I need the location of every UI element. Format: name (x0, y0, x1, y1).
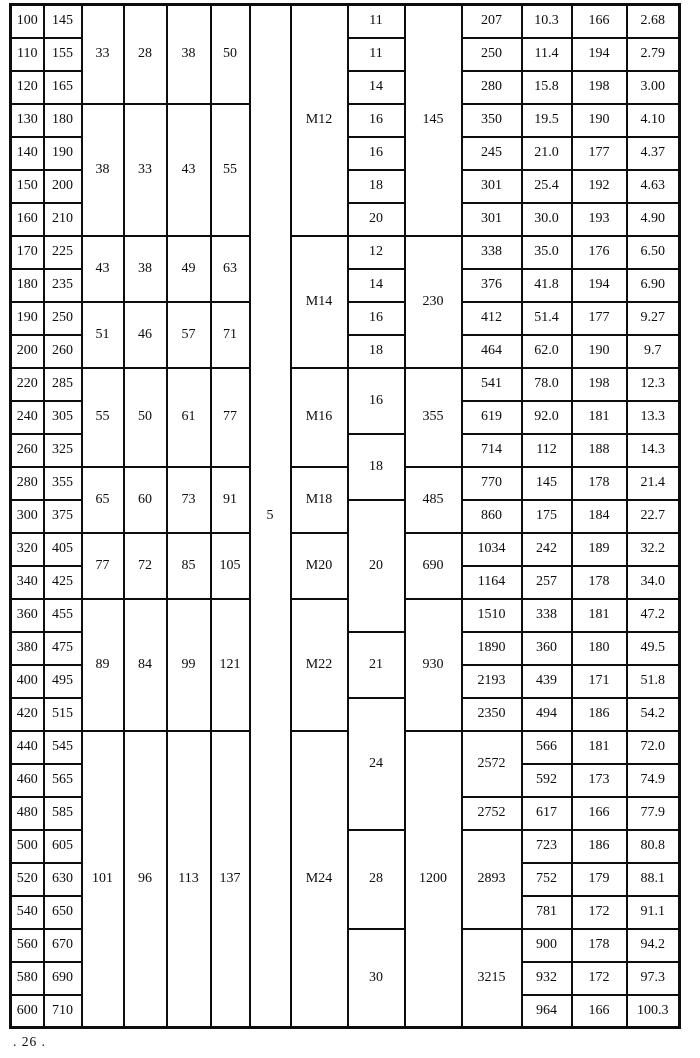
table-cell: 225 (44, 236, 82, 269)
table-cell: 65 (82, 467, 124, 533)
table-cell: 150 (11, 170, 44, 203)
table-cell: 166 (572, 797, 627, 830)
table-cell: 320 (11, 533, 44, 566)
table-cell: 566 (522, 731, 572, 764)
table-cell: M24 (291, 731, 348, 1028)
table-cell: 105 (211, 533, 250, 599)
table-cell: 38 (82, 104, 124, 236)
table-cell: 860 (462, 500, 522, 533)
table-cell: 22.7 (627, 500, 680, 533)
table-cell: 92.0 (522, 401, 572, 434)
table-cell: 285 (44, 368, 82, 401)
table-cell: 80.8 (627, 830, 680, 863)
table-cell: 46 (124, 302, 167, 368)
table-cell: 245 (462, 137, 522, 170)
table-cell: 475 (44, 632, 82, 665)
table-cell: 710 (44, 995, 82, 1028)
table-cell: 13.3 (627, 401, 680, 434)
table-cell: 49 (167, 236, 211, 302)
table-cell: 455 (44, 599, 82, 632)
table-cell: 177 (572, 302, 627, 335)
table-cell: 541 (462, 368, 522, 401)
table-cell: 34.0 (627, 566, 680, 599)
table-cell: 61 (167, 368, 211, 467)
table-cell: 190 (11, 302, 44, 335)
table-cell: 9.7 (627, 335, 680, 368)
table-cell: 14 (348, 71, 405, 104)
table-cell: 15.8 (522, 71, 572, 104)
table-cell: 560 (11, 929, 44, 962)
table-cell: 33 (124, 104, 167, 236)
table-cell: 11.4 (522, 38, 572, 71)
table-cell: 49.5 (627, 632, 680, 665)
table-cell: 6.50 (627, 236, 680, 269)
table-cell: 4.10 (627, 104, 680, 137)
table-cell: 2.79 (627, 38, 680, 71)
table-cell: 723 (522, 830, 572, 863)
table-cell: M22 (291, 599, 348, 731)
table-cell: 19.5 (522, 104, 572, 137)
table-cell: 1510 (462, 599, 522, 632)
table-cell: 464 (462, 335, 522, 368)
table-cell: 280 (462, 71, 522, 104)
table-cell: 190 (572, 335, 627, 368)
table-cell: 650 (44, 896, 82, 929)
table-cell: 9.27 (627, 302, 680, 335)
table-cell: 380 (11, 632, 44, 665)
table-cell: 220 (11, 368, 44, 401)
table-cell: 260 (44, 335, 82, 368)
table-cell: 181 (572, 599, 627, 632)
table-cell: 964 (522, 995, 572, 1028)
table-cell: 41.8 (522, 269, 572, 302)
table-cell: 20 (348, 203, 405, 236)
table-cell: 71 (211, 302, 250, 368)
table-cell: 16 (348, 368, 405, 434)
table-cell: 617 (522, 797, 572, 830)
table-cell: 585 (44, 797, 82, 830)
table-cell: 50 (124, 368, 167, 467)
table-cell: 112 (522, 434, 572, 467)
table-cell: 240 (11, 401, 44, 434)
table-cell: 173 (572, 764, 627, 797)
table-cell: 480 (11, 797, 44, 830)
table-cell: 4.37 (627, 137, 680, 170)
table-cell: M18 (291, 467, 348, 533)
table-cell: 47.2 (627, 599, 680, 632)
table-cell: 180 (572, 632, 627, 665)
table-cell: 94.2 (627, 929, 680, 962)
table-cell: 752 (522, 863, 572, 896)
table-cell: 405 (44, 533, 82, 566)
table-cell: 179 (572, 863, 627, 896)
table-cell: M14 (291, 236, 348, 368)
page-number: . 26 . (13, 1034, 46, 1049)
table-cell: 96 (124, 731, 167, 1028)
table-cell: 12 (348, 236, 405, 269)
table-cell: 35.0 (522, 236, 572, 269)
table-cell: 72.0 (627, 731, 680, 764)
table-cell: 145 (522, 467, 572, 500)
table-cell: 670 (44, 929, 82, 962)
table-cell: 355 (405, 368, 462, 467)
table-cell: 355 (44, 467, 82, 500)
table-cell: 198 (572, 71, 627, 104)
table-cell: 11 (348, 38, 405, 71)
table-cell: 1890 (462, 632, 522, 665)
table-cell: 193 (572, 203, 627, 236)
table-cell: 85 (167, 533, 211, 599)
table-cell: 171 (572, 665, 627, 698)
table-cell: 540 (11, 896, 44, 929)
table-cell: 340 (11, 566, 44, 599)
table-cell: 190 (572, 104, 627, 137)
table-cell: 21.0 (522, 137, 572, 170)
table-cell: 177 (572, 137, 627, 170)
table-cell: 12.3 (627, 368, 680, 401)
table-cell: 1200 (405, 731, 462, 1028)
table-cell: 619 (462, 401, 522, 434)
table-cell: 72 (124, 533, 167, 599)
table-cell: 181 (572, 401, 627, 434)
table-cell: 77 (211, 368, 250, 467)
table-cell: 180 (44, 104, 82, 137)
table-cell: 18 (348, 335, 405, 368)
table-cell: 230 (405, 236, 462, 368)
data-table (9, 3, 681, 1029)
table-cell: 97.3 (627, 962, 680, 995)
table-cell: 1034 (462, 533, 522, 566)
table-cell: 494 (522, 698, 572, 731)
table-cell: 4.90 (627, 203, 680, 236)
table-cell: 172 (572, 896, 627, 929)
table-cell: 18 (348, 434, 405, 500)
table-cell: 2193 (462, 665, 522, 698)
table-cell: 630 (44, 863, 82, 896)
table-cell: 412 (462, 302, 522, 335)
table-cell: 172 (572, 962, 627, 995)
table-cell: 186 (572, 698, 627, 731)
table-cell: 175 (522, 500, 572, 533)
table-cell: 930 (405, 599, 462, 731)
table-cell: 176 (572, 236, 627, 269)
table-cell: 89 (82, 599, 124, 731)
table-cell: 51.4 (522, 302, 572, 335)
table-cell: 77.9 (627, 797, 680, 830)
table-cell: 250 (462, 38, 522, 71)
table-cell: 18 (348, 170, 405, 203)
table-cell: 425 (44, 566, 82, 599)
table-cell: 51 (82, 302, 124, 368)
table-cell: 500 (11, 830, 44, 863)
table-cell: 57 (167, 302, 211, 368)
table-cell: 73 (167, 467, 211, 533)
table-cell: 120 (11, 71, 44, 104)
table-cell: 11 (348, 5, 405, 38)
table-cell: 160 (11, 203, 44, 236)
table-cell: 186 (572, 830, 627, 863)
table-cell: 350 (462, 104, 522, 137)
table-cell: 300 (11, 500, 44, 533)
table-cell: 932 (522, 962, 572, 995)
table-cell: 376 (462, 269, 522, 302)
table-cell: 515 (44, 698, 82, 731)
table-cell: 198 (572, 368, 627, 401)
table-cell: 140 (11, 137, 44, 170)
table-cell: 166 (572, 995, 627, 1028)
table-cell: 24 (348, 698, 405, 830)
table-cell: 2.68 (627, 5, 680, 38)
table-cell: 54.2 (627, 698, 680, 731)
table-cell: 28 (348, 830, 405, 929)
table-cell: 178 (572, 467, 627, 500)
table-cell: 2572 (462, 731, 522, 797)
table-cell: 10.3 (522, 5, 572, 38)
table-cell: 121 (211, 599, 250, 731)
table-cell: 580 (11, 962, 44, 995)
table-cell: 190 (44, 137, 82, 170)
table-cell: 165 (44, 71, 82, 104)
table-cell: 51.8 (627, 665, 680, 698)
table-cell: 170 (11, 236, 44, 269)
table-cell: 770 (462, 467, 522, 500)
table-cell: 21.4 (627, 467, 680, 500)
table-cell: 110 (11, 38, 44, 71)
table-cell: 200 (44, 170, 82, 203)
table-cell: 485 (405, 467, 462, 533)
table-cell: 257 (522, 566, 572, 599)
table-cell: 375 (44, 500, 82, 533)
table-cell: 21 (348, 632, 405, 698)
table-cell: 400 (11, 665, 44, 698)
table-cell: 235 (44, 269, 82, 302)
table-cell: 50 (211, 5, 250, 104)
table-cell: 520 (11, 863, 44, 896)
table-cell: 62.0 (522, 335, 572, 368)
table-cell: 360 (11, 599, 44, 632)
table-cell: 338 (462, 236, 522, 269)
table-cell: 5 (250, 5, 291, 1028)
table-cell: 100 (11, 5, 44, 38)
table-cell: 439 (522, 665, 572, 698)
table-cell: 207 (462, 5, 522, 38)
table-cell: 30.0 (522, 203, 572, 236)
table-cell: 28 (124, 5, 167, 104)
table-cell: 2893 (462, 830, 522, 929)
table-cell: 2350 (462, 698, 522, 731)
table-cell: M20 (291, 533, 348, 599)
table-cell: M16 (291, 368, 348, 467)
table-cell: 440 (11, 731, 44, 764)
table-cell: 43 (167, 104, 211, 236)
table-cell: 88.1 (627, 863, 680, 896)
table-cell: 192 (572, 170, 627, 203)
table-cell: 360 (522, 632, 572, 665)
table-cell: 180 (11, 269, 44, 302)
table-cell: 74.9 (627, 764, 680, 797)
table-cell: 178 (572, 929, 627, 962)
table-cell: 305 (44, 401, 82, 434)
table-cell: 714 (462, 434, 522, 467)
table-cell: 325 (44, 434, 82, 467)
table-cell: 16 (348, 104, 405, 137)
table-cell: 137 (211, 731, 250, 1028)
table-cell: 38 (124, 236, 167, 302)
table-cell: 6.90 (627, 269, 680, 302)
table-cell: 250 (44, 302, 82, 335)
table-cell: 600 (11, 995, 44, 1028)
table-cell: 260 (11, 434, 44, 467)
table-cell: 91 (211, 467, 250, 533)
table-cell: 178 (572, 566, 627, 599)
table-cell: 420 (11, 698, 44, 731)
table-cell: 20 (348, 500, 405, 632)
table-cell: 460 (11, 764, 44, 797)
table-cell: 900 (522, 929, 572, 962)
table-cell: 145 (405, 5, 462, 236)
table-cell: 565 (44, 764, 82, 797)
table-cell: 33 (82, 5, 124, 104)
table-cell: 210 (44, 203, 82, 236)
table-cell: 3.00 (627, 71, 680, 104)
table-cell: 30 (348, 929, 405, 1028)
table-cell: 690 (405, 533, 462, 599)
table-cell: 55 (82, 368, 124, 467)
table-cell: 60 (124, 467, 167, 533)
table-cell: 545 (44, 731, 82, 764)
table-cell: 78.0 (522, 368, 572, 401)
table-cell: 592 (522, 764, 572, 797)
table-cell: 16 (348, 137, 405, 170)
table-cell: 605 (44, 830, 82, 863)
table-cell: 91.1 (627, 896, 680, 929)
table-cell: 155 (44, 38, 82, 71)
table-cell: 63 (211, 236, 250, 302)
table-cell: 188 (572, 434, 627, 467)
table-cell: 301 (462, 203, 522, 236)
table-cell: 3215 (462, 929, 522, 1028)
table-cell: 14.3 (627, 434, 680, 467)
table-cell: 242 (522, 533, 572, 566)
table-cell: M12 (291, 5, 348, 236)
table-cell: 194 (572, 38, 627, 71)
table-cell: 130 (11, 104, 44, 137)
table-cell: 55 (211, 104, 250, 236)
table-cell: 43 (82, 236, 124, 302)
table-cell: 189 (572, 533, 627, 566)
table-cell: 1164 (462, 566, 522, 599)
table-cell: 166 (572, 5, 627, 38)
table-cell: 338 (522, 599, 572, 632)
table-cell: 113 (167, 731, 211, 1028)
table-cell: 4.63 (627, 170, 680, 203)
table-cell: 25.4 (522, 170, 572, 203)
table-cell: 194 (572, 269, 627, 302)
table-cell: 100.3 (627, 995, 680, 1028)
table-cell: 38 (167, 5, 211, 104)
table-cell: 781 (522, 896, 572, 929)
table-cell: 184 (572, 500, 627, 533)
table-cell: 77 (82, 533, 124, 599)
table-cell: 181 (572, 731, 627, 764)
table-cell: 200 (11, 335, 44, 368)
table-cell: 32.2 (627, 533, 680, 566)
table-cell: 101 (82, 731, 124, 1028)
table-cell: 16 (348, 302, 405, 335)
table-cell: 14 (348, 269, 405, 302)
table-cell: 690 (44, 962, 82, 995)
table-cell: 145 (44, 5, 82, 38)
table-cell: 495 (44, 665, 82, 698)
table-cell: 280 (11, 467, 44, 500)
table-cell: 2752 (462, 797, 522, 830)
table-cell: 99 (167, 599, 211, 731)
table-cell: 301 (462, 170, 522, 203)
table-cell: 84 (124, 599, 167, 731)
